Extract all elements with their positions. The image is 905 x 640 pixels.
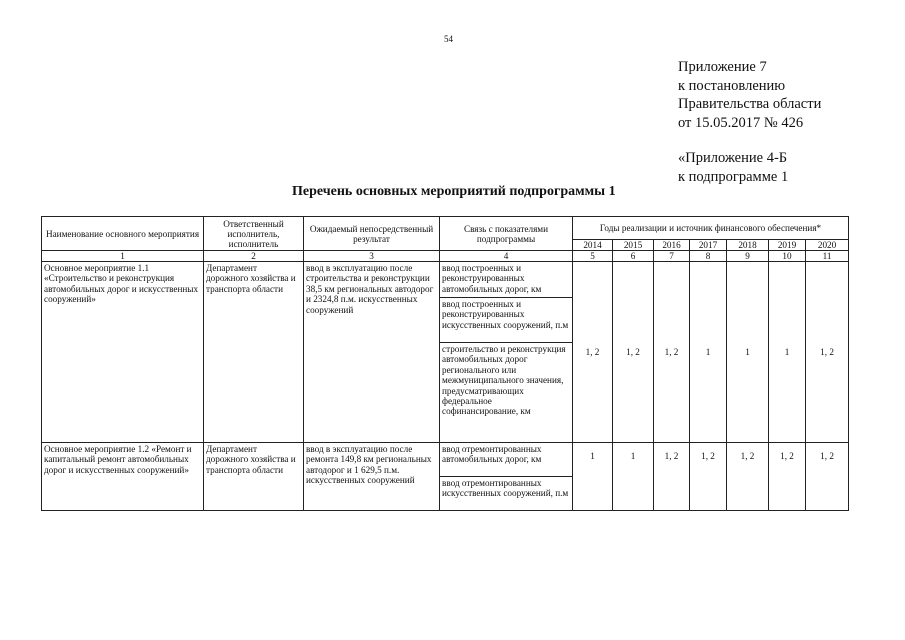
column-number: 3	[304, 251, 440, 262]
column-number: 9	[727, 251, 769, 262]
header-year: 2016	[654, 240, 690, 251]
column-number: 6	[613, 251, 654, 262]
measure-responsible: Департамент дорожного хозяйства и транспорта области	[204, 262, 304, 443]
financing-2017: 1	[690, 262, 727, 443]
financing-2014: 1, 2	[573, 262, 613, 443]
annex-line: от 15.05.2017 № 426	[678, 114, 804, 131]
column-number: 5	[573, 251, 613, 262]
header-year: 2020	[806, 240, 849, 251]
annex-sub-line: «Приложение 4-Б	[678, 150, 788, 166]
indicator: ввод построенных и реконструированных автомобильных дорог, км	[440, 262, 573, 298]
financing-2018: 1, 2	[727, 443, 769, 511]
column-number: 1	[42, 251, 204, 262]
financing-2016: 1, 2	[654, 443, 690, 511]
annex-header	[678, 58, 821, 132]
measure-result: ввод в эксплуатацию после строительства и реконструкции 38,5 км региональных автодорог и 2324,8 п.м. искусственных сооружений	[304, 262, 440, 443]
indicator: строительство и реконструкция автомобильных дорог регионального или межмуниципального значения, предусматривающих федеральное софинансирование, км	[440, 343, 573, 443]
annex-sub-line: к подпрограмме 1	[678, 168, 789, 185]
header-year: 2015	[613, 240, 654, 251]
financing-2020: 1, 2	[806, 443, 849, 511]
header-name: Наименование основного мероприятия	[42, 217, 204, 251]
financing-2017: 1, 2	[690, 443, 727, 511]
annex-subheader	[678, 149, 788, 186]
column-number: 7	[654, 251, 690, 262]
financing-2020: 1, 2	[806, 262, 849, 443]
financing-2019: 1	[769, 262, 806, 443]
header-year: 2017	[690, 240, 727, 251]
header-responsible: Ответственный исполнитель, исполнитель	[204, 217, 304, 251]
column-number: 10	[769, 251, 806, 262]
header-years-group: Годы реализации и источник финансового обеспечения*	[573, 217, 849, 240]
annex-line: Приложение 7	[678, 59, 767, 75]
indicator: ввод отремонтированных автомобильных дорог, км	[440, 443, 573, 477]
measure-name: Основное мероприятие 1.2 «Ремонт и капитальный ремонт автомобильных дорог и искусственных сооружений»	[42, 443, 204, 511]
page-number: 54	[444, 34, 453, 44]
annex-line: к постановлению	[678, 77, 786, 94]
measures-table	[41, 216, 849, 511]
financing-2019: 1, 2	[769, 443, 806, 511]
measure-responsible: Департамент дорожного хозяйства и транспорта области	[204, 443, 304, 511]
header-link: Связь с показателями подпрограммы	[440, 217, 573, 251]
financing-2014: 1	[573, 443, 613, 511]
column-number: 4	[440, 251, 573, 262]
indicator: ввод построенных и реконструированных искусственных сооружений, п.м	[440, 298, 573, 343]
financing-2015: 1, 2	[613, 262, 654, 443]
header-year: 2019	[769, 240, 806, 251]
financing-2016: 1, 2	[654, 262, 690, 443]
header-year: 2018	[727, 240, 769, 251]
header-year: 2014	[573, 240, 613, 251]
annex-line: Правительства области	[678, 96, 822, 112]
column-number: 11	[806, 251, 849, 262]
measure-name: Основное мероприятие 1.1 «Строительство и реконструкция автомобильных дорог и искусственных сооружений»	[42, 262, 204, 443]
measure-result: ввод в эксплуатацию после ремонта 149,8 км региональных автодорог и 1 629,5 п.м. искусственных сооружений	[304, 443, 440, 511]
indicator: ввод отремонтированных искусственных сооружений, п.м	[440, 477, 573, 511]
column-number: 2	[204, 251, 304, 262]
header-result: Ожидаемый непосредственный результат	[304, 217, 440, 251]
financing-2015: 1	[613, 443, 654, 511]
financing-2018: 1	[727, 262, 769, 443]
document-title: Перечень основных мероприятий подпрограммы 1	[292, 184, 616, 199]
column-number: 8	[690, 251, 727, 262]
